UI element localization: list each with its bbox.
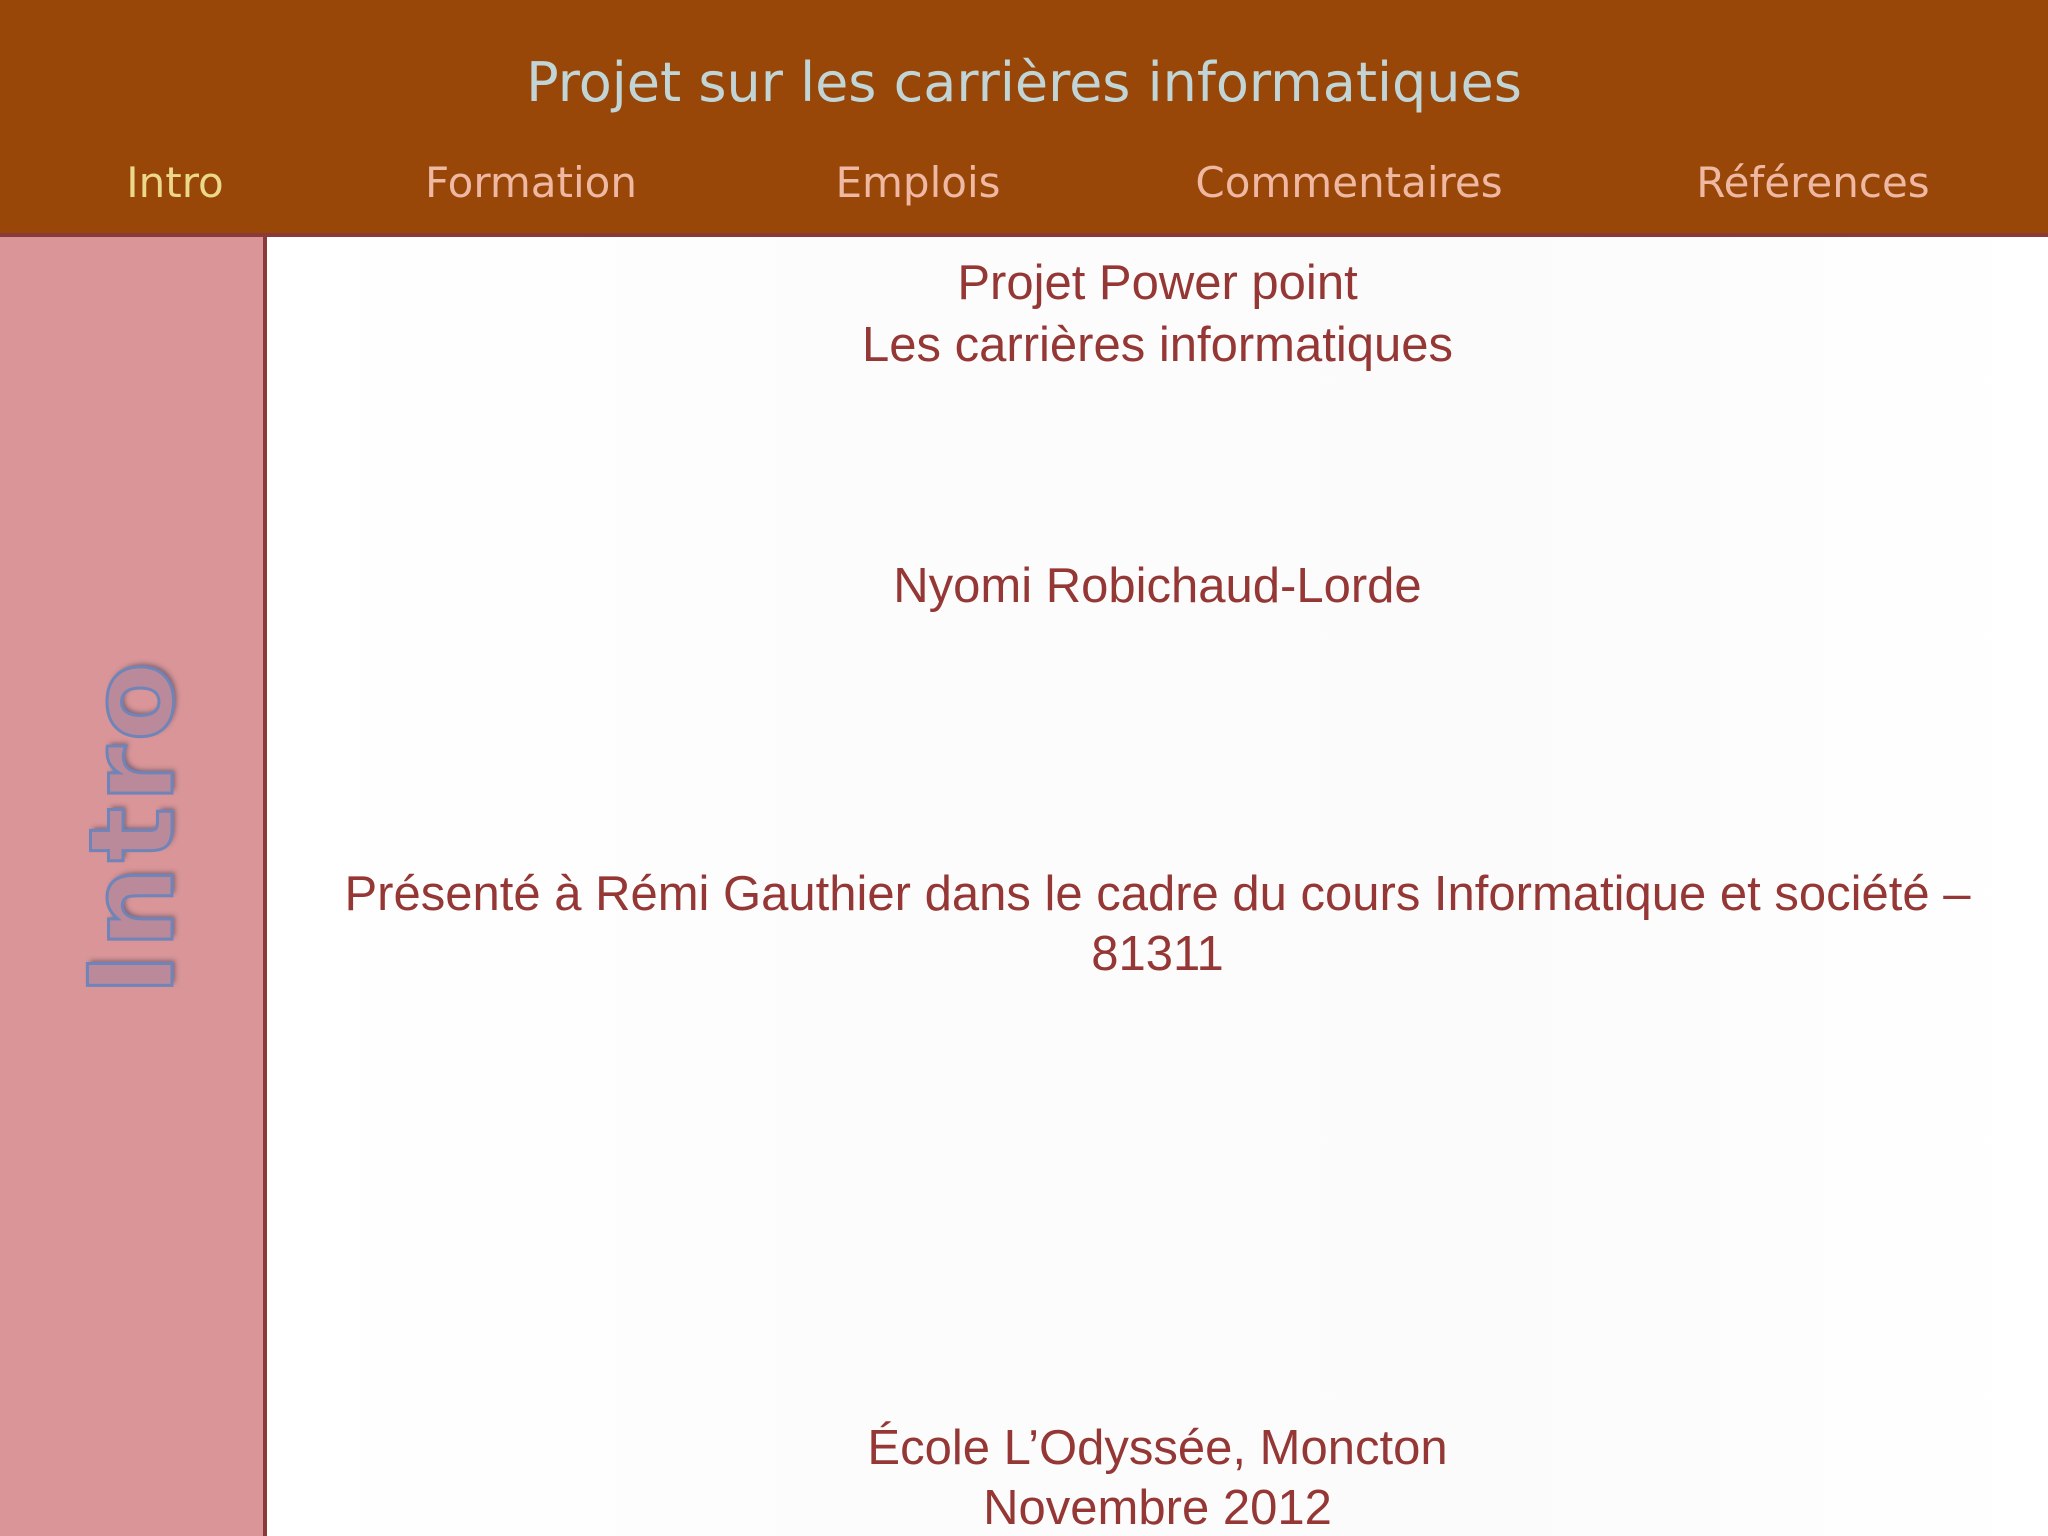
sidebar	[0, 237, 267, 1536]
nav-link-references[interactable]: Références	[1696, 158, 1930, 207]
presented-to-line-2: 81311	[1091, 927, 1224, 981]
content-area	[267, 237, 2048, 1536]
presented-to-line-1: Présenté à Rémi Gauthier dans le cadre du cours Informatique et société –	[344, 867, 1971, 921]
project-title-line-2: Les carrières informatiques	[862, 318, 1453, 372]
page-title: Projet sur les carrières informatiques	[526, 51, 1522, 114]
nav-link-emplois[interactable]: Emplois	[835, 158, 1001, 207]
sidebar-section-label: Intro	[65, 657, 200, 997]
nav-link-intro[interactable]: Intro	[126, 158, 224, 207]
nav-link-formation[interactable]: Formation	[425, 158, 637, 207]
school-name: École L’Odyssée, Moncton	[867, 1421, 1448, 1475]
author-name: Nyomi Robichaud-Lorde	[893, 559, 1422, 613]
nav-link-commentaires[interactable]: Commentaires	[1195, 158, 1503, 207]
header-bar	[0, 0, 2048, 237]
presentation-date: Novembre 2012	[983, 1481, 1332, 1535]
project-title-line-1: Projet Power point	[957, 256, 1358, 310]
